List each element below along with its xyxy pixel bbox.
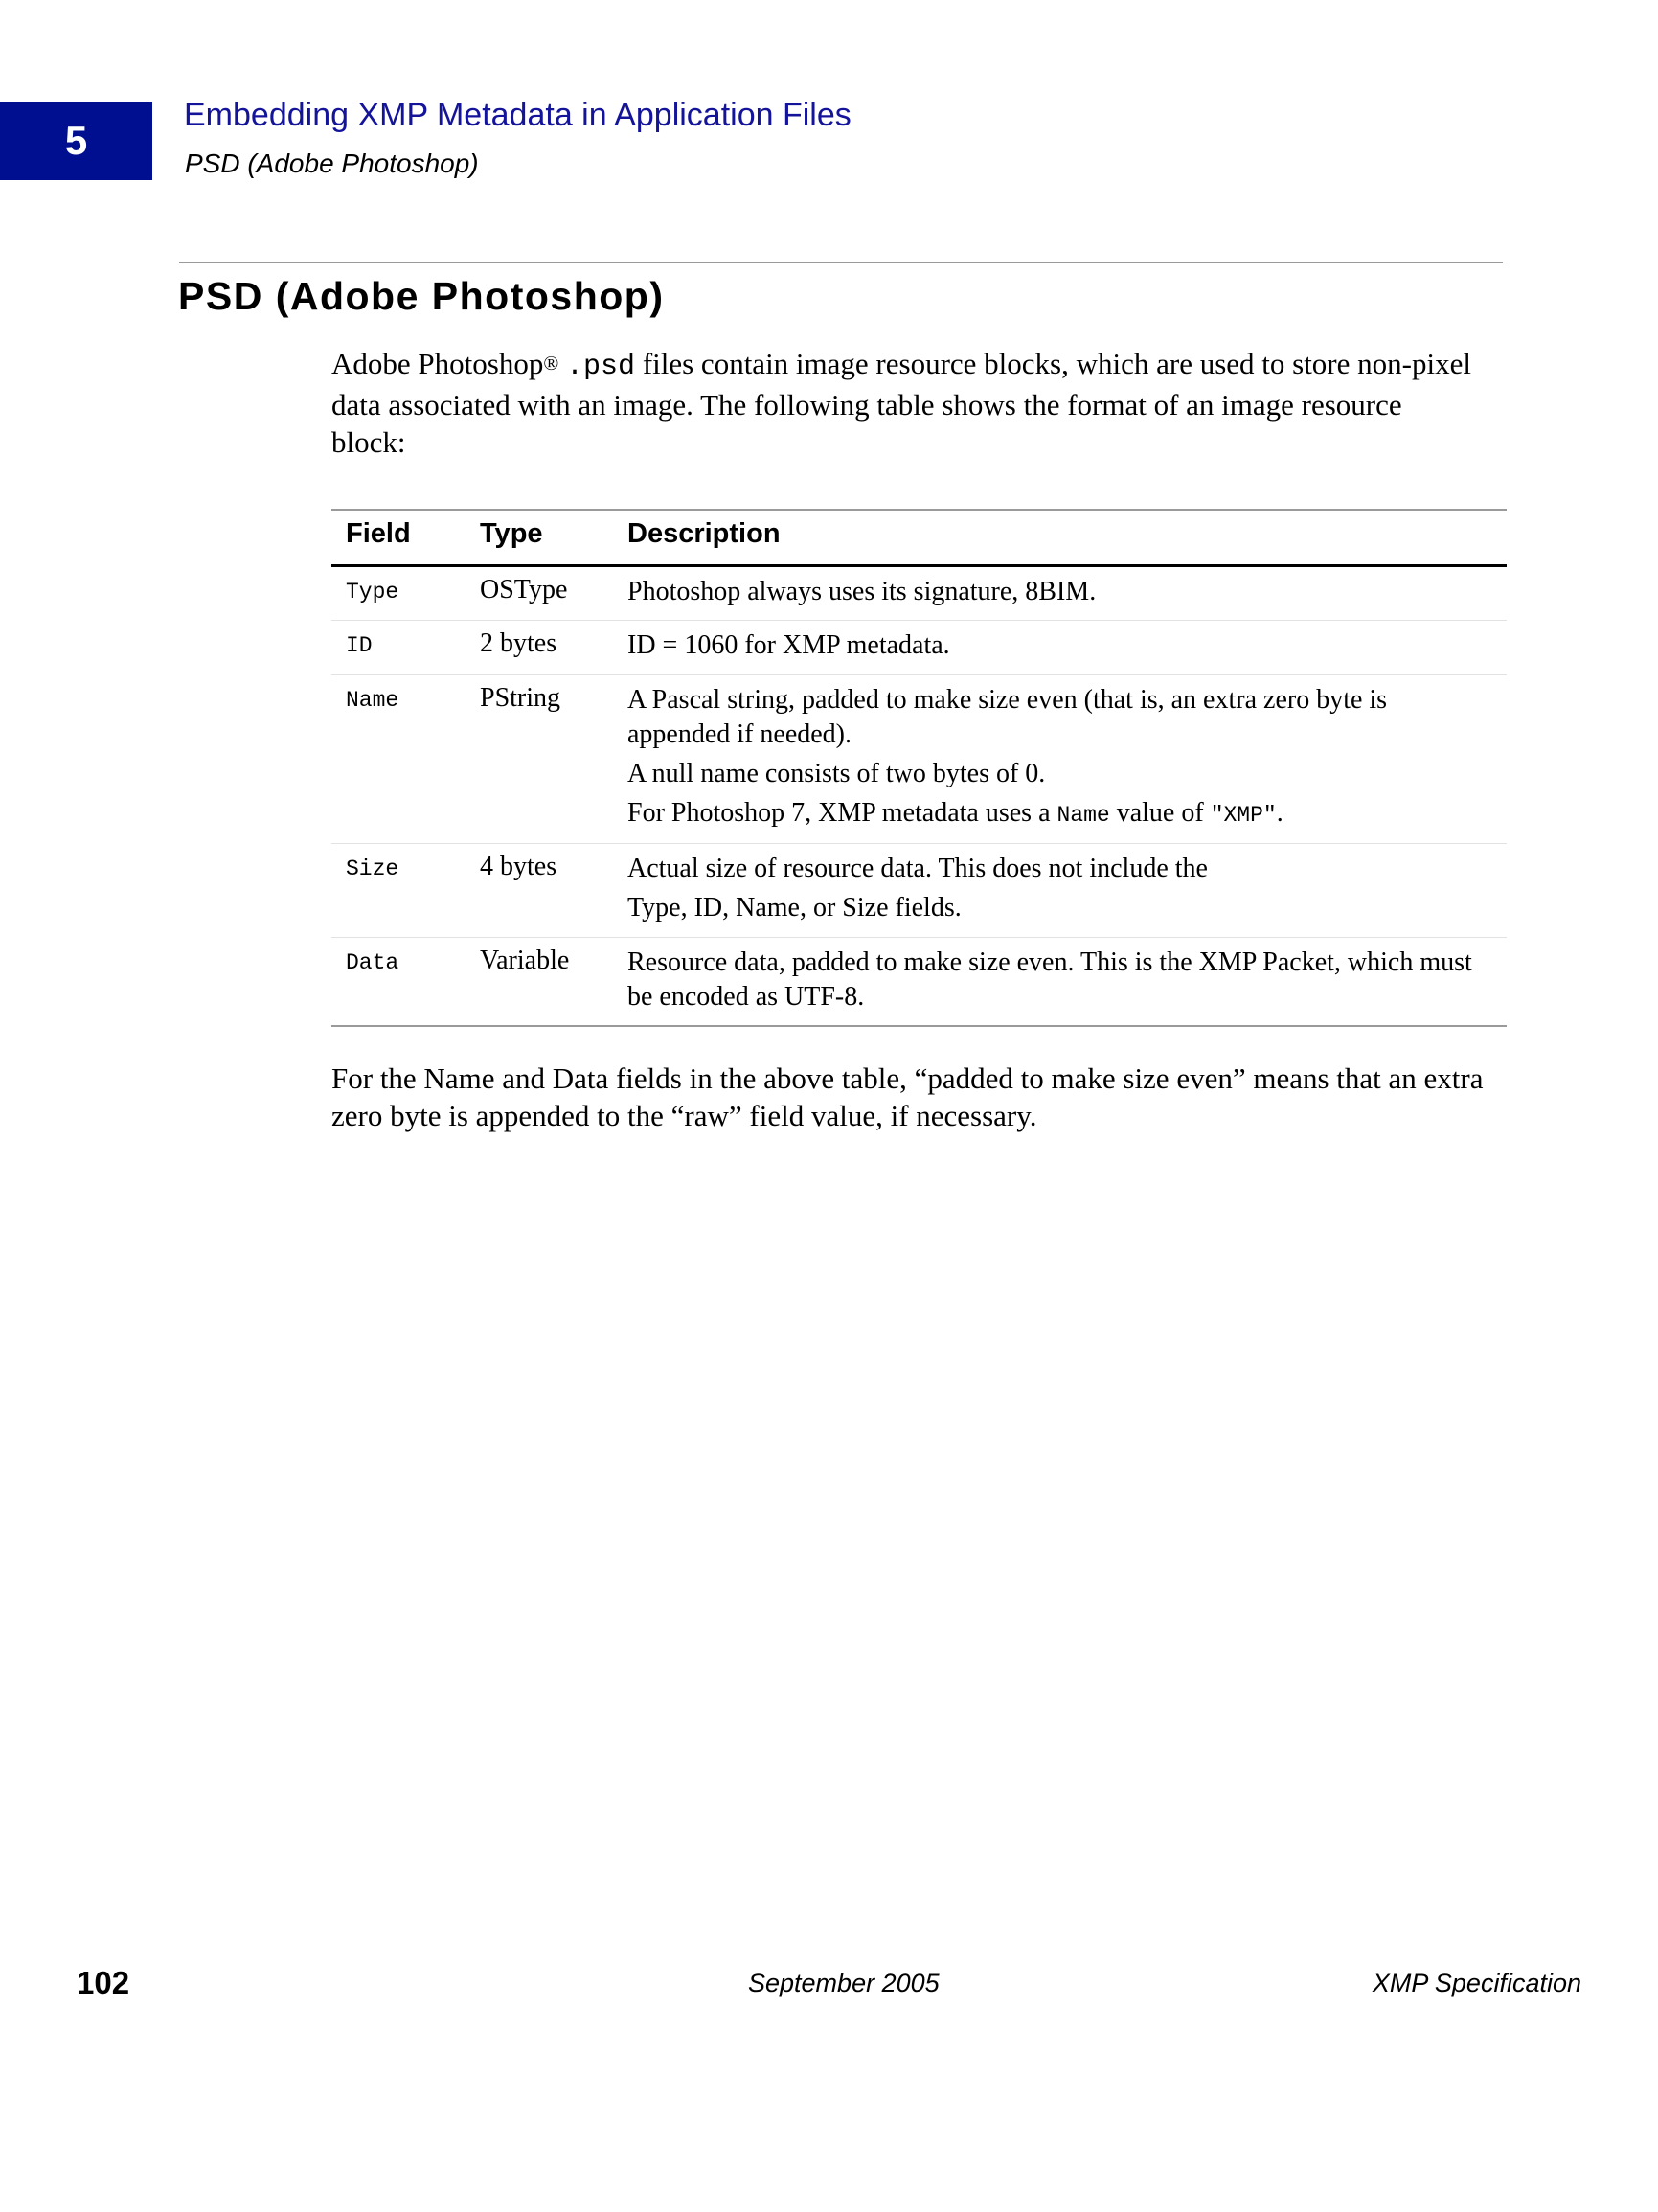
section-rule [179, 262, 1503, 263]
section-subtitle: PSD (Adobe Photoshop) [185, 148, 479, 178]
description-text: . [1276, 798, 1283, 828]
section-heading: PSD (Adobe Photoshop) [178, 274, 665, 318]
cell-type: OSType [480, 575, 568, 604]
cell-type: Variable [480, 946, 570, 975]
registered-mark: ® [543, 352, 559, 375]
description-line: A null name consists of two bytes of 0. [627, 759, 1046, 788]
description-code: Name [1056, 803, 1110, 828]
cell-description [627, 628, 1489, 663]
cell-type: PString [480, 683, 561, 713]
table-row [331, 567, 1507, 621]
cell-field: ID [346, 633, 373, 658]
intro-text-post: files contain image resource blocks, which are used to store non-pixel data associated with an image. The following table shows the format of an image resource block: [331, 347, 1471, 459]
description-line: A Pascal string, padded to make size even (that is, an extra zero byte is appended if needed). [627, 685, 1388, 749]
table-row [331, 938, 1507, 1027]
intro-paragraph [331, 345, 1471, 461]
table-row [331, 675, 1507, 844]
description-text: value of [1109, 798, 1211, 828]
cell-description [627, 946, 1489, 1015]
intro-code-psd: .psd [566, 351, 636, 383]
description-line: Type, ID, Name, or Size fields. [627, 893, 962, 923]
description-line: ID = 1060 for XMP metadata. [627, 630, 950, 660]
intro-text-pre: Adobe Photoshop [331, 347, 544, 380]
cell-field: Name [346, 688, 399, 713]
description-line: Photoshop always uses its signature, 8BIM. [627, 577, 1097, 606]
header-field: Field [346, 518, 411, 549]
cell-description [627, 683, 1489, 832]
description-text: For Photoshop 7, XMP metadata uses a [627, 798, 1057, 828]
description-line [627, 796, 1489, 832]
cell-description [627, 575, 1489, 609]
page-number: 102 [77, 1965, 130, 2000]
table-row [331, 621, 1507, 675]
table-row [331, 844, 1507, 938]
header-description: Description [627, 518, 781, 549]
cell-description [627, 852, 1489, 925]
table-header [331, 509, 1507, 567]
header-type: Type [480, 518, 543, 549]
cell-type: 4 bytes [480, 852, 557, 881]
footer-date: September 2005 [748, 1969, 940, 1997]
chapter-number-tab: 5 [0, 102, 152, 180]
outro-paragraph: For the Name and Data fields in the above table, “padded to make size even” means that an extra zero byte is appended to the “raw” field value, if necessary. [331, 1061, 1484, 1132]
cell-type: 2 bytes [480, 628, 557, 658]
cell-field: Data [346, 950, 399, 975]
cell-field: Size [346, 856, 399, 881]
resource-block-table [331, 509, 1507, 1027]
footer-document-title: XMP Specification [1372, 1969, 1581, 1997]
chapter-title: Embedding XMP Metadata in Application Files [184, 97, 852, 133]
description-line: Actual size of resource data. This does not include the [627, 854, 1208, 883]
description-code: "XMP" [1210, 803, 1277, 828]
cell-field: Type [346, 580, 399, 604]
description-line: Resource data, padded to make size even. This is the XMP Packet, which must be encoded as UTF-8. [627, 947, 1472, 1012]
